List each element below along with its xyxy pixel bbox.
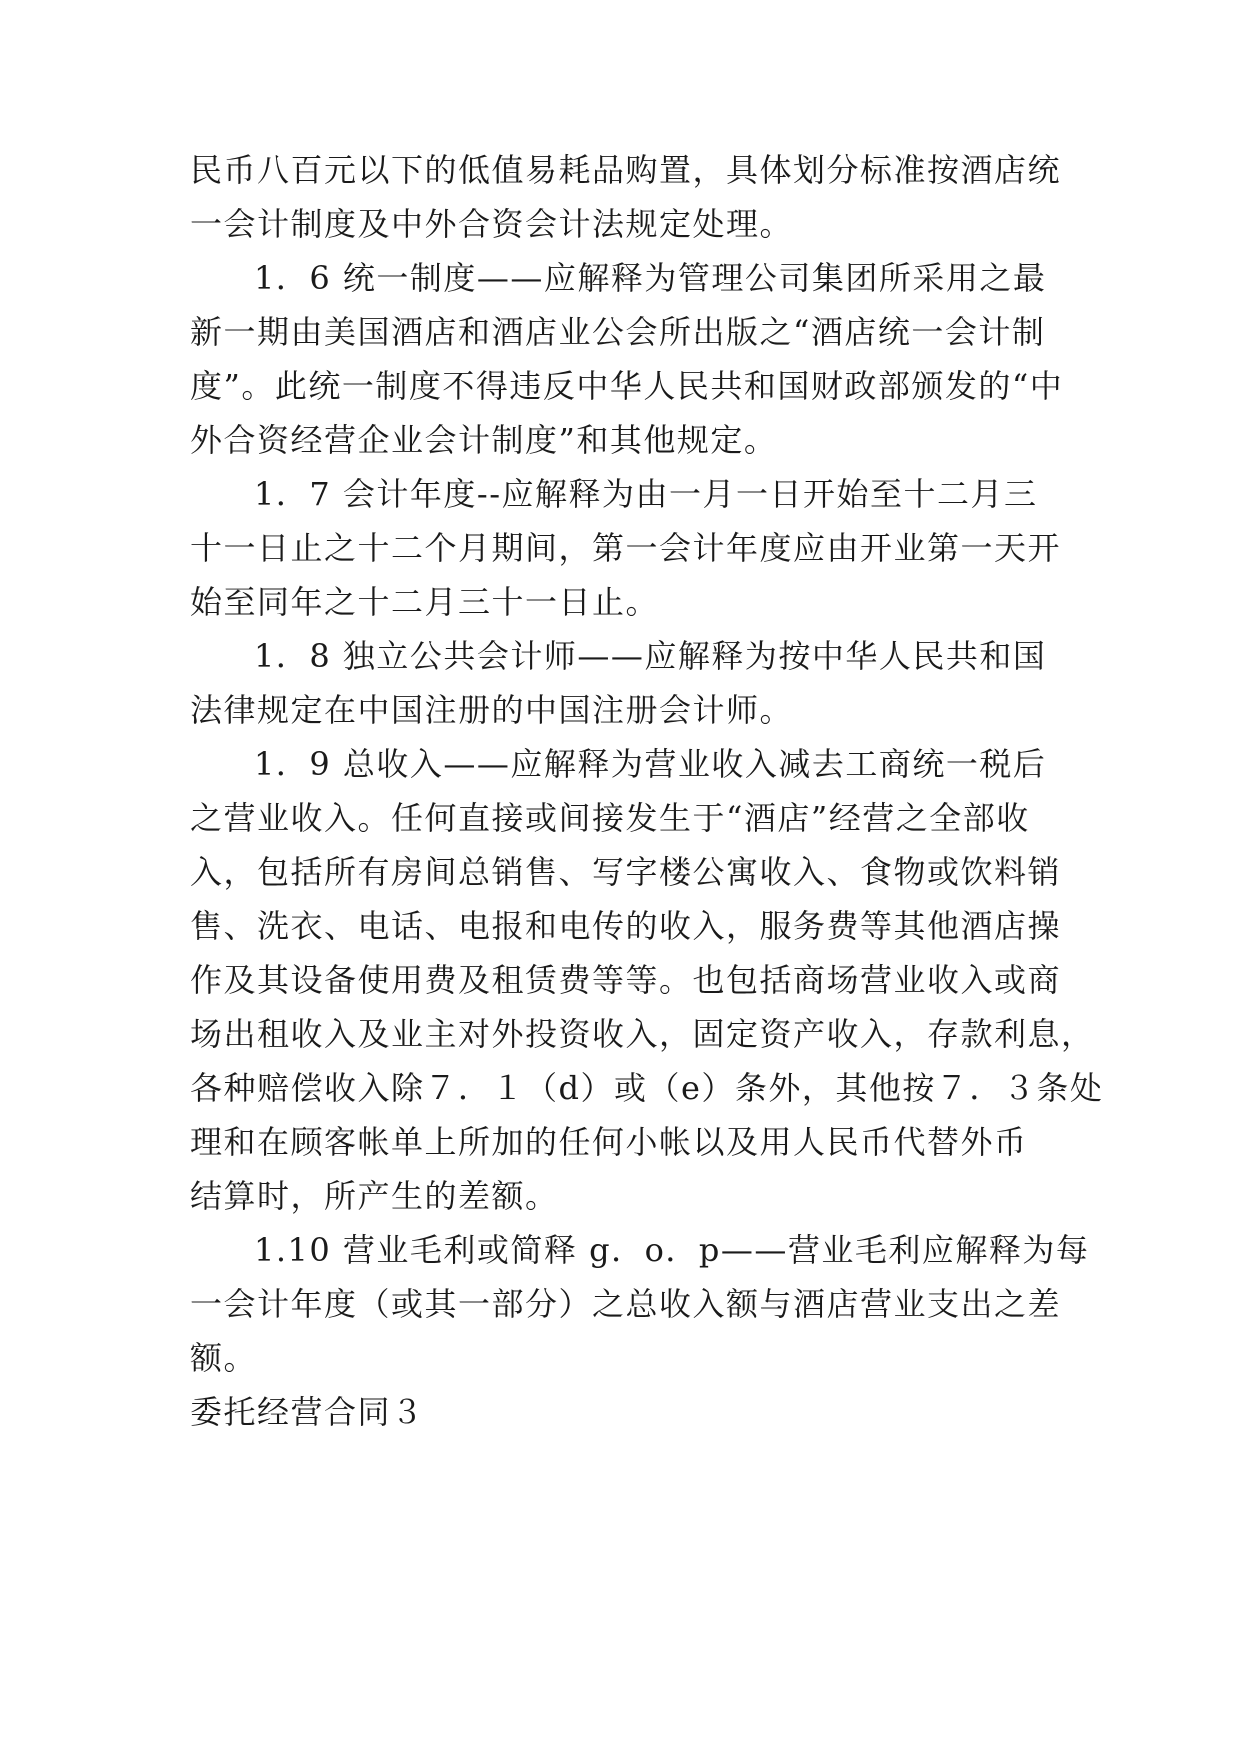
text-line: 始至同年之十二月三十一日止。 [190,583,660,621]
text-line: 度”。此统一制度不得违反中华人民共和国财政部颁发的“中 [190,367,1064,405]
text-line: 新一期由美国酒店和酒店业公会所出版之“酒店统一会计制 [190,313,1046,351]
text-line: 入，包括所有房间总销售、写字楼公寓收入、食物或饮料销 [190,853,1062,891]
document-footer-title: 委托经营合同３ [190,1393,425,1431]
text-line: 场出租收入及业主对外投资收入，固定资产收入，存款利息， [190,1015,1095,1053]
text-line: 各种赔偿收入除７．１（d）或（e）条外，其他按７．３条处 [190,1069,1104,1107]
text-line: 外合资经营企业会计制度”和其他规定。 [190,421,778,459]
text-line: 之营业收入。任何直接或间接发生于“酒店”经营之全部收 [190,799,1030,837]
clause-1-10-heading-line: 1.10 营业毛利或简释 g．o．p——营业毛利应解释为每 [254,1231,1090,1269]
text-line: 作及其设备使用费及租赁费等等。也包括商场营业收入或商 [190,961,1062,999]
clause-1-6-heading-line: 1．6 统一制度——应解释为管理公司集团所采用之最 [254,259,1047,297]
text-line: 理和在顾客帐单上所加的任何小帐以及用人民币代替外币 [190,1123,1028,1161]
clause-1-9-heading-line: 1．9 总收入——应解释为营业收入减去工商统一税后 [254,745,1047,783]
text-line: 一会计制度及中外合资会计法规定处理。 [190,205,794,243]
clause-1-7-heading-line: 1．7 会计年度--应解释为由一月一日开始至十二月三 [254,475,1038,513]
text-line: 法律规定在中国注册的中国注册会计师。 [190,691,794,729]
text-line: 额。 [190,1339,258,1377]
text-line: 售、洗衣、电话、电报和电传的收入，服务费等其他酒店操 [190,907,1062,945]
clause-1-8-heading-line: 1．8 独立公共会计师——应解释为按中华人民共和国 [254,637,1047,675]
text-line: 民币八百元以下的低值易耗品购置，具体划分标准按酒店统 [190,151,1062,189]
text-line: 一会计年度（或其一部分）之总收入额与酒店营业支出之差 [190,1285,1062,1323]
text-line: 十一日止之十二个月期间，第一会计年度应由开业第一天开 [190,529,1062,567]
text-line: 结算时，所产生的差额。 [190,1177,559,1215]
